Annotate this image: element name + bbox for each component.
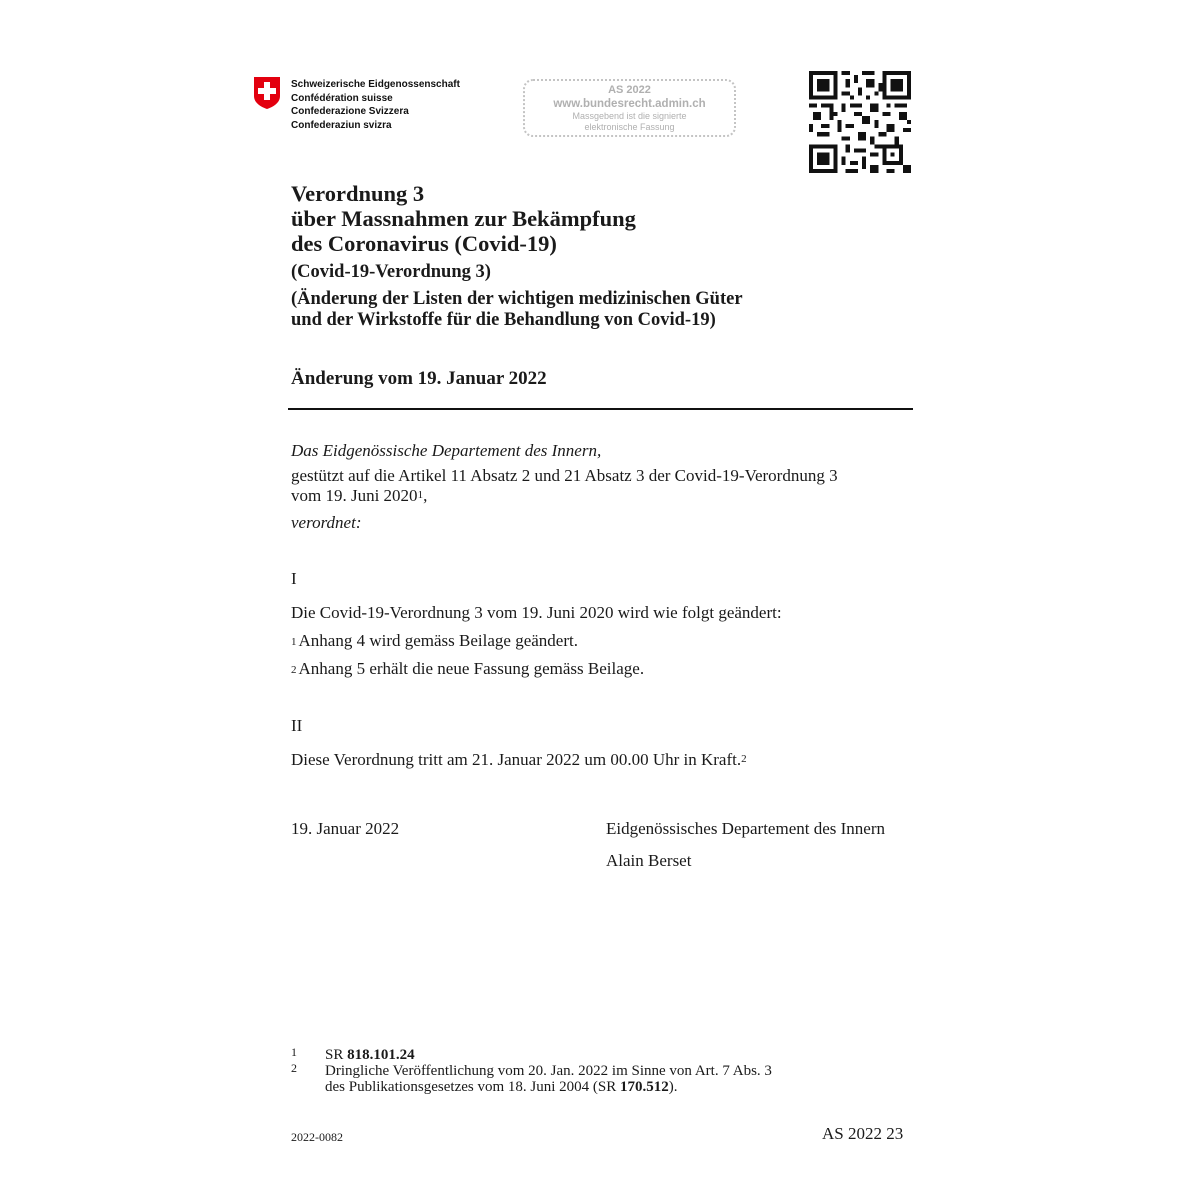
- preamble-basis-line-2: [291, 486, 427, 506]
- title-line-3: des Coronavirus (Covid-19): [291, 231, 557, 256]
- amendment-date: Änderung vom 19. Januar 2022: [291, 368, 547, 389]
- subtitle-line-2: und der Wirkstoffe für die Behandlung von Covid-19): [291, 310, 716, 330]
- entry-into-force-text: Diese Verordnung tritt am 21. Januar 2022 um 00.00 Uhr in Kraft.: [291, 750, 742, 769]
- paragraph-number: 1: [291, 636, 297, 648]
- subtitle-line-1: (Änderung der Listen der wichtigen medizinischen Güter: [291, 289, 743, 309]
- short-title: (Covid-19-Verordnung 3): [291, 262, 491, 282]
- as-reference: AS 2022 23: [822, 1124, 904, 1143]
- preamble-basis-end: ,: [423, 486, 428, 505]
- section-2-numeral: II: [291, 716, 303, 735]
- footnote-ref-1[interactable]: 1: [417, 489, 424, 501]
- stamp-line-4: elektronische Fassung: [584, 122, 675, 132]
- preamble-decrees: verordnet:: [291, 513, 362, 532]
- stamp-line-2: www.bundesrecht.admin.ch: [553, 98, 706, 110]
- section-1-paragraph-1: [291, 631, 578, 651]
- section-2-text: [291, 750, 747, 770]
- signature-department: Eidgenössisches Departement des Innern: [606, 819, 885, 838]
- footnote-1-number: 1: [291, 1045, 297, 1059]
- footnote-2-suffix: ).: [668, 1079, 678, 1095]
- section-1-numeral: I: [291, 569, 297, 588]
- title-divider: [288, 408, 913, 410]
- confederation-line-rm: Confederaziun svizra: [291, 119, 392, 131]
- confederation-name: [291, 78, 460, 132]
- footnote-2-prefix: des Publikationsgesetzes vom 18. Juni 2004 (SR: [325, 1079, 620, 1095]
- document-title: [291, 181, 636, 256]
- title-line-1: Verordnung 3: [291, 181, 425, 206]
- stamp-line-3: Massgebend ist die signierte: [572, 111, 687, 121]
- footnote-2-sr-number: 170.512: [620, 1079, 669, 1095]
- footnote-ref-2[interactable]: 2: [741, 753, 747, 765]
- signature-name: Alain Berset: [606, 851, 692, 870]
- title-line-2: über Massnahmen zur Bekämpfung: [291, 206, 636, 231]
- section-1-intro: Die Covid-19-Verordnung 3 vom 19. Juni 2020 wird wie folgt geändert:: [291, 603, 782, 622]
- qr-code-icon: [809, 71, 911, 173]
- document-subtitle: [291, 289, 743, 331]
- confederation-line-it: Confederazione Svizzera: [291, 106, 409, 117]
- confederation-line-fr: Confédération suisse: [291, 92, 393, 104]
- footnote-1-sr-number: 818.101.24: [347, 1047, 415, 1063]
- stamp-line-1: AS 2022: [608, 84, 651, 96]
- footnote-2-number: 2: [291, 1061, 297, 1075]
- section-1-paragraph-2: [291, 659, 644, 679]
- paragraph-text: Anhang 4 wird gemäss Beilage geändert.: [298, 631, 578, 650]
- paragraph-text: Anhang 5 erhält die neue Fassung gemäss Beilage.: [298, 659, 645, 678]
- footnote-2-line-2: [325, 1080, 678, 1096]
- preamble-basis-line-1: gestützt auf die Artikel 11 Absatz 2 und 21 Absatz 3 der Covid-19-Verordnung 3: [291, 466, 838, 485]
- official-stamp: [523, 79, 736, 137]
- footnote-1-text: [325, 1048, 415, 1064]
- footnote-1-prefix: SR: [325, 1047, 348, 1063]
- footnote-2-line-1: Dringliche Veröffentlichung vom 20. Jan. 2022 im Sinne von Art. 7 Abs. 3: [325, 1063, 772, 1079]
- confederation-line-de: Schweizerische Eidgenossenschaft: [291, 79, 460, 90]
- preamble-issuer: Das Eidgenössische Departement des Innern,: [291, 441, 602, 460]
- paragraph-number: 2: [291, 664, 297, 676]
- document-number: 2022-0082: [291, 1130, 343, 1144]
- swiss-flag-icon: [252, 76, 282, 110]
- preamble-basis-text: vom 19. Juni 2020: [291, 486, 418, 505]
- signature-date: 19. Januar 2022: [291, 819, 400, 838]
